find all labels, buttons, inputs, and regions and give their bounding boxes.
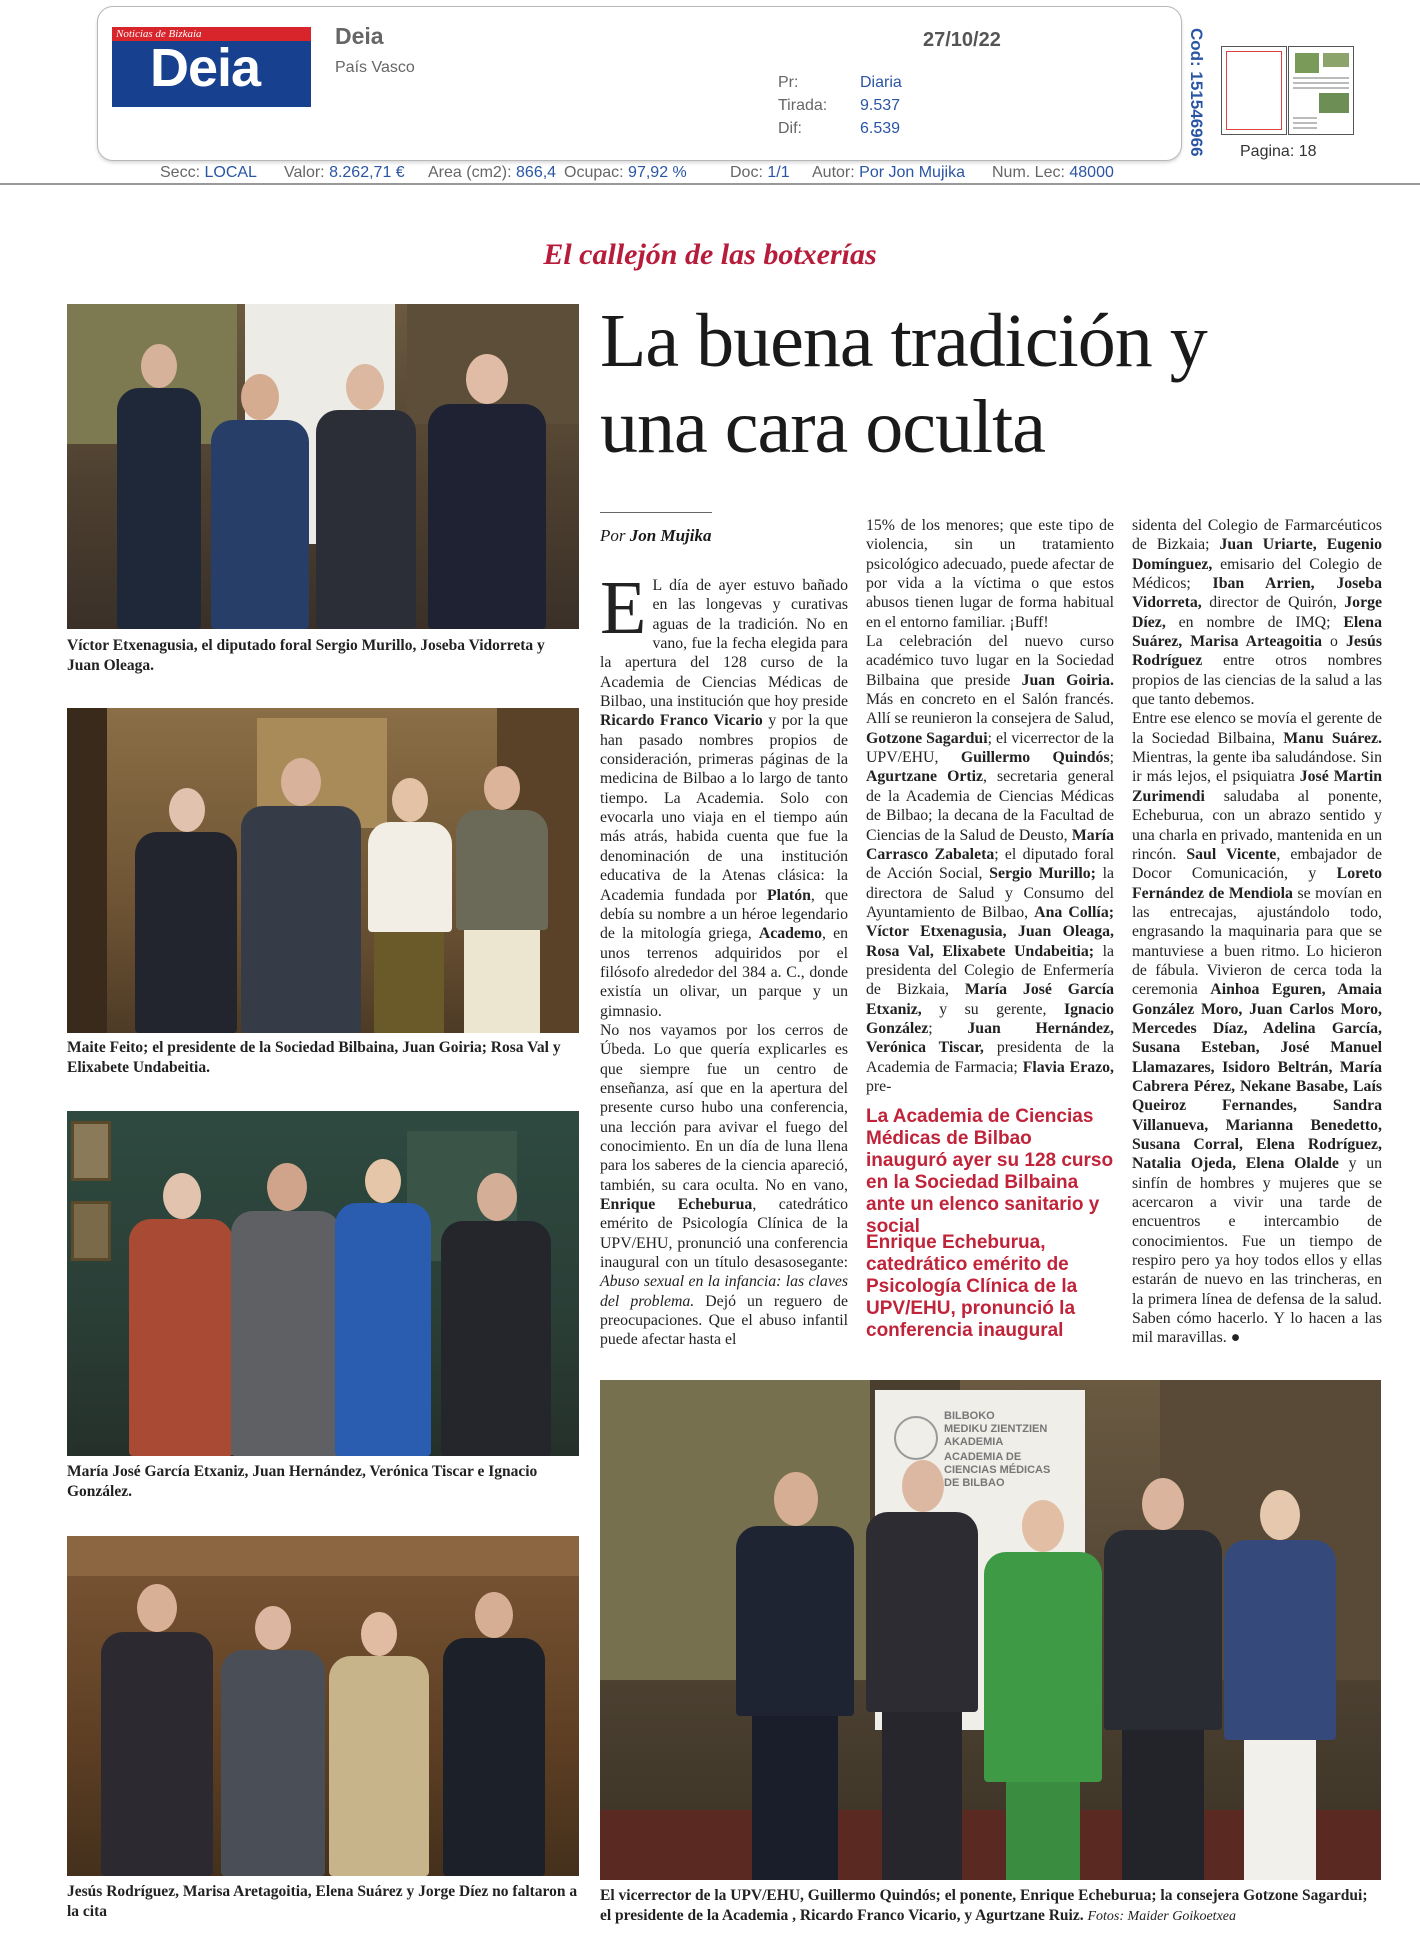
- ocupac-field: Ocupac: 97,92 %: [564, 164, 687, 181]
- photo-caption: María José García Etxaniz, Juan Hernández, Verónica Tiscar e Ignacio González.: [67, 1463, 538, 1500]
- page-thumbnail-left[interactable]: [1221, 46, 1287, 135]
- body-column-3: sidenta del Colegio de Farmarcéuticos de Bizkaia; Juan Uriarte, Eugenio Domínguez, emisario del Colegio de Médicos; Iban Arrien, Joseba Vidorreta, director de Quirón, Jorge Díez, en nombre de IMQ; Elena Suárez, Marisa Arteagoitia o Jesús Rodríguez entre otros nombres propios de las ciencias de la salud a las que tanto debemos. Entre ese elenco se movía el gerente de la Sociedad Bilbaina, Manu Suárez. Mientras, la gente iba saludándose. Sin ir más lejos, el psiquiatra José Martin Zurimendi saludaba al ponente, Echeburua, con un abrazo sentido y una charla en privado, mantenida en un rincón. Saul Vicente, embajador de Docor Comunicación, y Loreto Fernández de Mendiola se movían en las entrecajas, ajustándolo todo, engrasando la maquinaria para que se mantuviese a buen ritmo. Lo hicieron de fábula. Vivieron de cerca toda la ceremonia Ainhoa Eguren, Amaia González Moro, Juan Carlos Moro, Mercedes Díaz, Adelina García, Susana Esteban, José Manuel Llamazares, Isidoro Beltrán, María Cabrera Pérez, Nekane Basabe, Laís Queiroz Fernandes, Sandra Villanueva, Marianna Benedetto, Susana Corral, Elena Rodríguez, Natalia Ojeda, Elena Olalde y un sinfín de hombres y mujeres que se acercaron a vivir una tarde de encuentros e intercambio de conocimientos. Fue un tiempo de respiro pero ya hoy todos ellos y ellas estarán de nuevo en las trincheras, en la primera línea de defensa de la salud. Saben cómo hacerlo. Y lo hacen a las mil maravillas. ●: [1132, 517, 1383, 1347]
- photo-main-group[interactable]: [600, 1380, 1381, 1880]
- headline-line: una cara oculta: [600, 385, 1045, 469]
- byline: Por Jon Mujika: [600, 526, 712, 545]
- photo-caption: El vicerrector de la UPV/EHU, Guillermo Quindós; el ponente, Enrique Echeburua; la consejera Gotzone Sagardui; el presidente de la Academia , Ricardo Franco Vicario, y Agurtzane Ruiz. Fotos: Maider Goikoetxea: [600, 1887, 1368, 1924]
- photo-caption: Víctor Etxenagusia, el diputado foral Sergio Murillo, Joseba Vidorreta y Juan Oleaga.: [67, 637, 545, 674]
- clipping-header: [97, 6, 1182, 161]
- area-field: Area (cm2): 866,4: [428, 164, 557, 181]
- doc-field: Doc: 1/1: [730, 164, 790, 181]
- headline-line: La buena tradición y: [600, 299, 1207, 383]
- valor-field: Valor: 8.262,71 €: [284, 164, 405, 181]
- academy-seal-icon: [894, 1416, 938, 1460]
- academy-banner: BILBOKO MEDIKU ZIENTZIEN AKADEMIA ACADEMIA DE CIENCIAS MÉDICAS DE BILBAO: [890, 1410, 1080, 1530]
- page-number: Pagina: 18: [1240, 143, 1317, 160]
- meta-value: 6.539: [860, 120, 901, 137]
- photo-group-1[interactable]: [67, 304, 579, 629]
- meta-value: 9.537: [860, 97, 901, 114]
- body-column-2: 15% de los menores; que este tipo de violencia, sin un tratamiento psicológico adecuado, puede afectar de por vida a la víctima o que estos abusos tienen lugar de forma habitual en el entorno familiar. ¡Buff! La celebración del nuevo curso académico tuvo lugar en la Sociedad Bilbaina que preside Juan Goiria. Más en concreto en el Salón francés. Allí se reunieron la consejera de Salud, Gotzone Sagardui; el vicerrector de la UPV/EHU, Guillermo Quindós; Agurtzane Ortiz, secretaria general de la Academia de Ciencias Médicas de Bilbao; la decana de la Facultad de Ciencias de la Salud de Deusto, María Carrasco Zabaleta; el diputado foral de Acción Social, Sergio Murillo; la directora de Salud y Consumo del Ayuntamiento de Bilbao, Ana Collía; Víctor Etxenagusia, Juan Oleaga, Rosa Val, Elixabete Undabeitia; la presidenta del Colegio de Enfermería de Bizkaia, María José García Etxaniz, y su gerente, Ignacio González; Juan Hernández, Verónica Tiscar, presidenta de la Academia de Farmacia; Flavia Erazo, pre-: [866, 517, 1114, 1095]
- meta-value: Diaria: [860, 74, 902, 91]
- section-kicker: El callejón de las botxerías: [543, 238, 877, 271]
- num-lec-field: Num. Lec: 48000: [992, 164, 1114, 181]
- byline-rule: [600, 512, 712, 513]
- body-column-1: E L día de ayer estuvo bañado en las longevas y curativas aguas de la tradición. No en vano, fue la fecha elegida para la apertura del 128 curso de la Academia de Ciencias Médicas de Bilbao, una institución que hoy preside Ricardo Franco Vicario y por la que han pasado nombres propios de consideración, primeras páginas de la medicina de Bilbao a lo largo de tanto tiempo. La Academia. Solo con evocarla uno viaja en el tiempo aún más atrás, habida cuenta que fue la denominación de una institución educativa de la Atenas clásica: la Academia fundada por Platón, que debía su nombre a un héroe legendario de la mitología griega, Academo, en unos terrenos adquiridos por el filósofo alrededor del 384 a. C., donde existía un olivar, un parque y un gimnasio. No nos vayamos por los cerros de Úbeda. Lo que quería explicarles es que siempre fue un centro de enseñanza, así que en la apertura del presente curso hubo una conferencia, una lección para avivar el fuego del conocimiento. En un día de luna llena para los saberes de la ciencia apareció, también, su cara oculta. No en vano, Enrique Echeburua, catedrático emérito de Psicología Clínica de la UPV/EHU, pronunció una conferencia inaugural con un título desasosegante: Abuso sexual en la infancia: las claves del problema. Dejó un reguero de preocupaciones. Que el abuso infantil puede afectar hasta el: [600, 566, 848, 1349]
- meta-label: Pr:: [778, 74, 799, 91]
- autor-field: Autor: Por Jon Mujika: [812, 164, 965, 181]
- secc-field: Secc: LOCAL: [160, 164, 257, 181]
- photo-group-3[interactable]: [67, 1111, 579, 1456]
- drop-cap: E: [600, 566, 647, 650]
- publication-date: 27/10/22: [923, 29, 1001, 51]
- photo-group-2[interactable]: [67, 708, 579, 1033]
- meta-label: Tirada:: [778, 97, 828, 114]
- cod-number: Cod: 151546966: [1187, 28, 1206, 157]
- photo-group-4[interactable]: [67, 1536, 579, 1876]
- deia-logo: [112, 27, 311, 107]
- pull-quote: La Academia de Ciencias Médicas de Bilbao inauguró ayer su 128 curso en la Sociedad Bilbaina ante un elenco sanitario y social: [866, 1106, 1114, 1237]
- meta-label: Dif:: [778, 120, 802, 137]
- header-divider: [0, 183, 1420, 185]
- photo-credit: Fotos: Maider Goikoetxea: [1087, 1909, 1236, 1924]
- photo-caption: Jesús Rodríguez, Marisa Aretagoitia, Elena Suárez y Jorge Díez no faltaron a la cita: [67, 1883, 578, 1920]
- publication-name: Deia: [335, 23, 384, 49]
- logo-strip: Noticias de Bizkaia: [112, 27, 311, 41]
- photo-caption: Maite Feito; el presidente de la Sociedad Bilbaina, Juan Goiria; Rosa Val y Elixabete Undabeitia.: [67, 1039, 561, 1076]
- pull-quote: Enrique Echeburua, catedrático emérito de Psicología Clínica de la UPV/EHU, pronunció la conferencia inaugural: [866, 1232, 1078, 1341]
- page-thumbnail-right[interactable]: [1288, 46, 1354, 135]
- headline: [600, 298, 1207, 470]
- publication-region: País Vasco: [335, 59, 415, 76]
- logo-text: Deia: [150, 38, 261, 98]
